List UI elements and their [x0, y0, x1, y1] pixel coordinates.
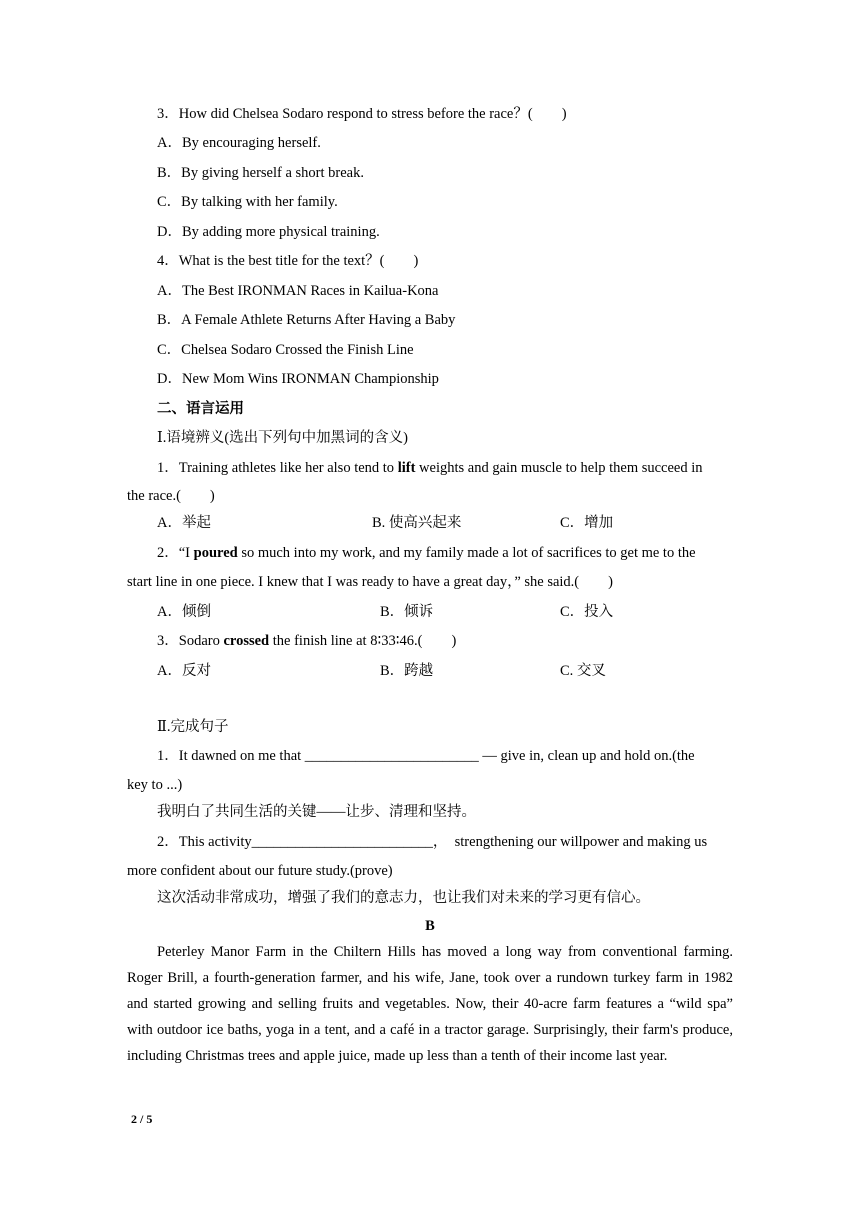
item-2-option-b: B．倾诉: [380, 604, 434, 620]
q4-option-a: A．The Best IRONMAN Races in Kailua-Kona: [157, 283, 439, 299]
passage-b-text: Peterley Manor Farm in the Chiltern Hills has moved a long way from conventional farming. Roger Brill, a fourth-generation farmer, and his wife, Jane, took over a rundown turkey farm in 1982 and started growing and selling fruits and vegetables. Now, their 40-acre farm features a “wild spa” with outdoor ice baths, yoga in a tent, and a café in a tractor garage. Surprisingly, their farm's produce, including Christmas trees and apple juice, made up less than a tenth of their income last year.: [127, 944, 733, 1064]
sentence-1-line-2: key to ...): [127, 777, 183, 793]
item-1-bold-word: lift: [397, 460, 416, 476]
item-3-bold-word: crossed: [223, 633, 270, 649]
part-1-title: Ⅰ.语境辨义(选出下列句中加黑词的含义): [157, 430, 409, 446]
item-1-line-1: [157, 458, 733, 478]
question-3-stem: 3．How did Chelsea Sodaro respond to stress before the race？( ): [157, 106, 567, 122]
sentence-1-line-1: 1．It dawned on me that ________________________ — give in, clean up and hold on.(the: [157, 748, 695, 764]
item-3-text-post: the finish line at 8∶33∶46.( ): [269, 633, 457, 649]
sentence-2-chinese: 这次活动非常成功，增强了我们的意志力，也让我们对未来的学习更有信心。: [157, 890, 650, 906]
q3-option-a: A．By encouraging herself.: [157, 135, 321, 151]
q4-option-b: B．A Female Athlete Returns After Having a Baby: [157, 312, 456, 328]
sentence-2-line-2: more confident about our future study.(prove): [127, 863, 393, 879]
sentence-2-line-1: 2．This activity_________________________， strengthening our willpower and making us: [157, 834, 708, 850]
item-2-line-1: [157, 543, 696, 563]
item-3-option-b: B．跨越: [380, 663, 434, 679]
item-1-text-pre: 1．Training athletes like her also tend to: [157, 460, 398, 476]
passage-b-heading: B: [425, 918, 435, 934]
item-2-text-pre: 2．“I: [157, 545, 194, 561]
item-2-bold-word: poured: [193, 545, 238, 561]
sentence-1-chinese: 我明白了共同生活的关键——让步、清理和坚持。: [157, 804, 476, 820]
section-2-title: 二、语言运用: [157, 401, 244, 417]
q3-option-c: C．By talking with her family.: [157, 194, 338, 210]
q4-option-c: C．Chelsea Sodaro Crossed the Finish Line: [157, 342, 414, 358]
item-3-line: [157, 631, 456, 651]
item-2-text-post: so much into my work, and my family made a lot of sacrifices to get me to the: [237, 545, 696, 561]
q3-option-d: D．By adding more physical training.: [157, 224, 380, 240]
part-2-title: Ⅱ.完成句子: [157, 719, 229, 735]
item-1-option-b: B. 使高兴起来: [372, 515, 462, 531]
item-2-option-a: A．倾倒: [157, 604, 211, 620]
item-3-option-c: C. 交叉: [560, 663, 606, 679]
page-number: 2 / 5: [131, 1112, 153, 1126]
item-1-line-2: the race.( ): [127, 488, 215, 504]
item-3-option-a: A．反对: [157, 663, 211, 679]
q4-option-d: D．New Mom Wins IRONMAN Championship: [157, 371, 439, 387]
item-1-option-c: C．增加: [560, 515, 614, 531]
item-2-option-c: C．投入: [560, 604, 614, 620]
item-1-option-a: A．举起: [157, 515, 211, 531]
item-2-line-2: start line in one piece. I knew that I was ready to have a great day，” she said.( ): [127, 574, 613, 590]
item-3-text-pre: 3．Sodaro: [157, 633, 224, 649]
q3-option-b: B．By giving herself a short break.: [157, 165, 364, 181]
question-4-stem: 4．What is the best title for the text？( ): [157, 253, 419, 269]
item-1-text-post: weights and gain muscle to help them succeed in: [415, 460, 703, 476]
